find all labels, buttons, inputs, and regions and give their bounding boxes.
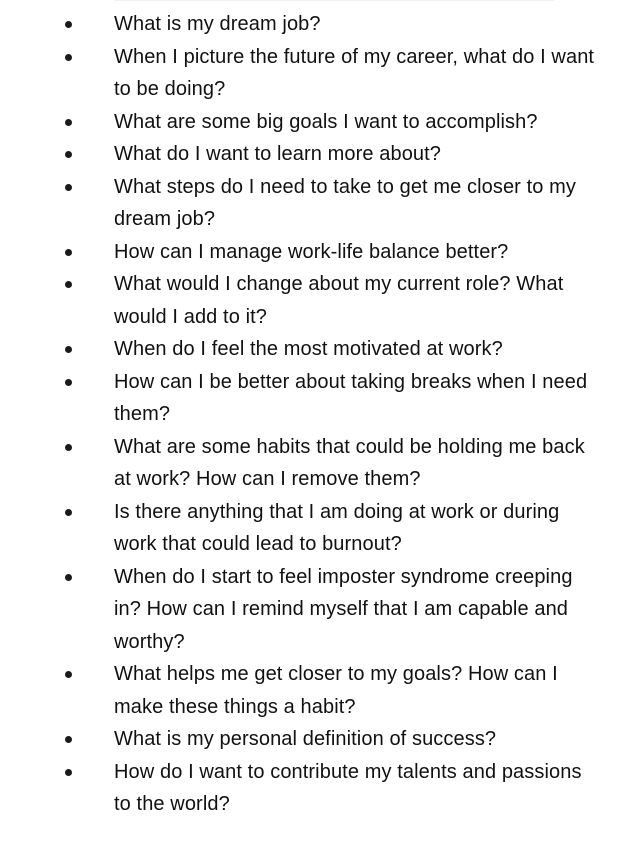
list-item bbox=[0, 333, 640, 366]
top-divider bbox=[114, 0, 554, 1]
question-text: What are some habits that could be holding me back at work? How can I remove them? bbox=[114, 435, 585, 490]
question-list bbox=[0, 8, 640, 821]
list-item bbox=[0, 658, 640, 723]
list-item bbox=[0, 366, 640, 431]
list-item bbox=[0, 171, 640, 236]
question-text: How do I want to contribute my talents and passions to the world? bbox=[114, 760, 582, 815]
bullet-icon bbox=[65, 671, 72, 678]
bullet-icon bbox=[65, 21, 72, 28]
question-text: When I picture the future of my career, what do I want to be doing? bbox=[114, 45, 595, 100]
list-item bbox=[0, 41, 640, 106]
question-text: What are some big goals I want to accomplish? bbox=[114, 110, 538, 133]
bullet-icon bbox=[65, 151, 72, 158]
question-text: How can I manage work-life balance better? bbox=[114, 240, 509, 263]
bullet-icon bbox=[65, 574, 72, 581]
list-item bbox=[0, 236, 640, 269]
list-item bbox=[0, 561, 640, 659]
question-text: What is my dream job? bbox=[114, 13, 321, 35]
bullet-icon bbox=[65, 379, 72, 386]
question-text: When do I start to feel imposter syndrome creeping in? How can I remind myself that I am capable and worthy? bbox=[114, 565, 573, 653]
bullet-icon bbox=[65, 249, 72, 256]
question-text: What would I change about my current role? What would I add to it? bbox=[114, 273, 564, 328]
bullet-icon bbox=[65, 769, 72, 776]
list-item bbox=[0, 496, 640, 561]
question-text: How can I be better about taking breaks when I need them? bbox=[114, 370, 588, 425]
question-text: What is my personal definition of success? bbox=[114, 728, 497, 750]
bullet-icon bbox=[65, 119, 72, 126]
question-text: When do I feel the most motivated at work? bbox=[114, 338, 503, 360]
list-item bbox=[0, 138, 640, 171]
list-item bbox=[0, 723, 640, 756]
bullet-icon bbox=[65, 54, 72, 61]
list-item bbox=[0, 268, 640, 333]
bullet-icon bbox=[65, 281, 72, 288]
question-text: What helps me get closer to my goals? How can I make these things a habit? bbox=[114, 663, 558, 718]
bullet-icon bbox=[65, 509, 72, 516]
list-item bbox=[0, 8, 640, 41]
bullet-icon bbox=[65, 736, 72, 743]
question-text: What do I want to learn more about? bbox=[114, 143, 442, 165]
question-text: What steps do I need to take to get me closer to my dream job? bbox=[114, 175, 576, 230]
question-text: Is there anything that I am doing at work or during work that could lead to burnout? bbox=[114, 500, 560, 555]
list-item bbox=[0, 106, 640, 139]
bullet-icon bbox=[65, 346, 72, 353]
bullet-icon bbox=[65, 184, 72, 191]
bullet-icon bbox=[65, 444, 72, 451]
list-item bbox=[0, 756, 640, 821]
list-item bbox=[0, 431, 640, 496]
